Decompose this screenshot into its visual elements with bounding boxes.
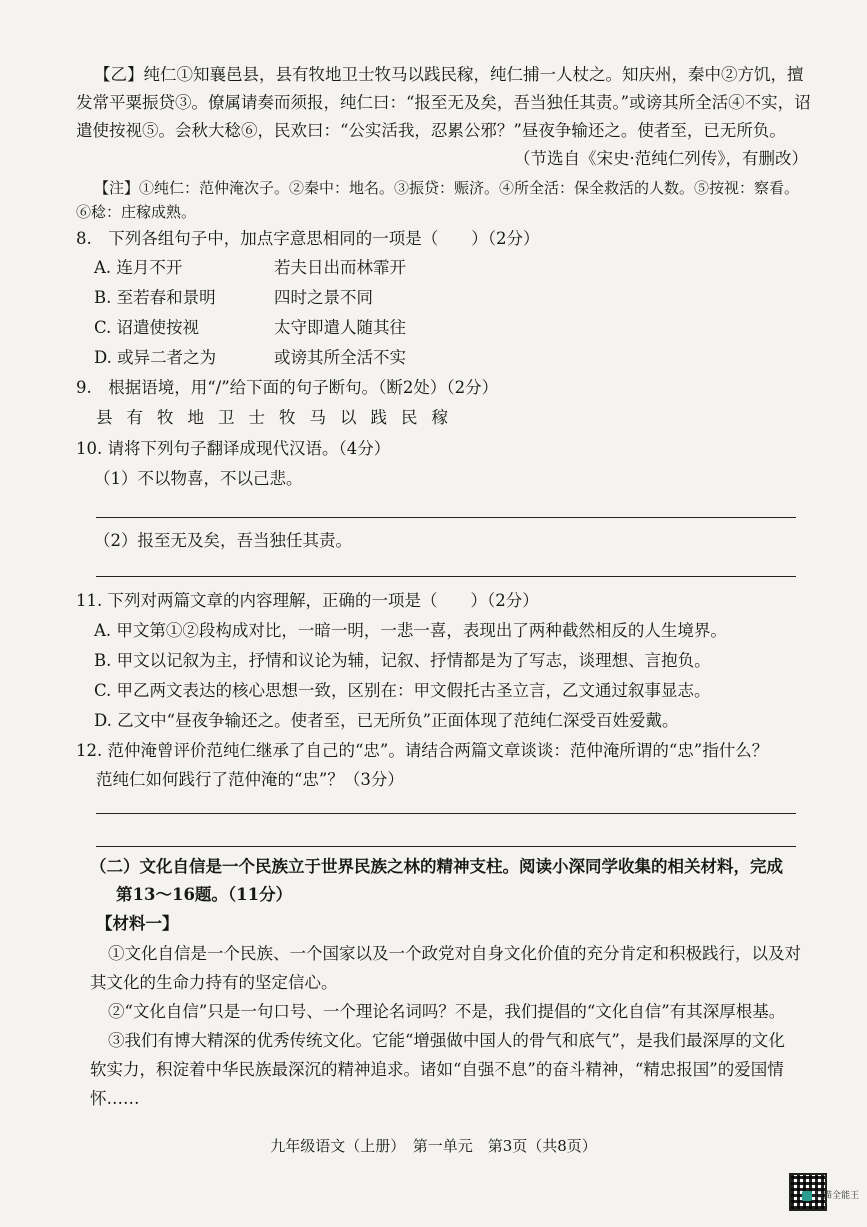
passage-b-source: （节选自《宋史·范纯仁列传》，有删改） (514, 149, 808, 168)
q12-stem-line-1: 12. 范仲淹曾评价范纯仁继承了自己的“忠”。请结合两篇文章谈谈：范仲淹所谓的“忠”指什么？ (76, 741, 769, 760)
q12-stem-line-2: 范纯仁如何践行了范仲淹的“忠”？（3分） (96, 770, 404, 789)
q11-option-d: D. 乙文中“昼夜争输还之。使者至，已无所负”正面体现了范纯仁深受百姓爱戴。 (94, 711, 679, 730)
q10-answer-line-2[interactable] (96, 576, 796, 577)
material-1-p2: ②“文化自信”只是一句口号、一个理论名词吗？不是，我们提倡的“文化自信”有其深厚根基。 (108, 1002, 786, 1021)
q8-option-d-left: D. 或异二者之为 (94, 348, 217, 367)
q11-option-a: A. 甲文第①②段构成对比，一暗一明，一悲一喜，表现出了两种截然相反的人生境界。 (94, 621, 727, 640)
material-1-p1-line-2: 其文化的生命力持有的坚定信心。 (90, 973, 338, 992)
q9-sentence: 县有牧地卫士牧马以践民稼 (96, 408, 462, 427)
q8-option-c-right: 太守即遣人随其往 (274, 318, 406, 337)
material-1-title: 【材料一】 (96, 914, 179, 933)
passage-b-note-1: 【注】①纯仁：范仲淹次子。②秦中：地名。③振贷：赈济。④所全活：保全救活的人数。⑤按视：察看。 (94, 179, 800, 197)
q8-option-d-right: 或谤其所全活不实 (274, 348, 406, 367)
passage-b-line-1: 【乙】纯仁①知襄邑县，县有牧地卫士牧马以践民稼，纯仁捕一人杖之。知庆州，秦中②方饥，擅 (94, 65, 804, 84)
q8-option-a-right: 若夫日出而林霏开 (274, 258, 406, 277)
q8-stem: 8. 下列各组句子中，加点字意思相同的一项是（ ）（2分） (76, 229, 540, 248)
q11-option-c: C. 甲乙两文表达的核心思想一致，区别在：甲文假托古圣立言，乙文通过叙事显志。 (94, 681, 711, 700)
section-2-heading-line-1: （二）文化自信是一个民族立于世界民族之林的精神支柱。阅读小深同学收集的相关材料，完成 (90, 857, 783, 876)
q10-item-1: （1）不以物喜，不以己悲。 (94, 469, 303, 488)
q8-option-c-left: C. 诏遣使按视 (94, 318, 200, 337)
scanner-label: 扫描全能王 (813, 1191, 859, 1201)
scanner-watermark (802, 1188, 859, 1201)
q10-answer-line-1[interactable] (96, 517, 796, 518)
scanner-app-icon (802, 1191, 812, 1201)
page-footer: 九年级语文（上册） 第一单元 第3页（共8页） (270, 1137, 597, 1155)
q11-option-b: B. 甲文以记叙为主，抒情和议论为辅，记叙、抒情都是为了写志，谈理想、言抱负。 (94, 651, 711, 670)
q8-option-b-left: B. 至若春和景明 (94, 288, 216, 307)
passage-b-note-2: ⑥稔：庄稼成熟。 (76, 203, 197, 221)
q12-answer-line-1[interactable] (96, 813, 796, 814)
section-2-heading-line-2: 第13～16题。（11分） (116, 885, 293, 904)
q8-option-b-right: 四时之景不同 (274, 288, 373, 307)
material-1-p3-line-3: 怀…… (90, 1089, 140, 1108)
passage-b-line-2: 发常平粟振贷③。僚属请奏而须报，纯仁曰：“报至无及矣，吾当独任其责。”或谤其所全活④不实，诏 (76, 93, 811, 112)
q11-stem: 11. 下列对两篇文章的内容理解，正确的一项是（ ）（2分） (76, 591, 539, 610)
passage-b-line-3: 遣使按视⑤。会秋大稔⑥，民欢曰：“公实活我，忍累公邪？”昼夜争输还之。使者至，已无所负。 (76, 121, 786, 140)
material-1-p3-line-1: ③我们有博大精深的优秀传统文化。它能“增强做中国人的骨气和底气”，是我们最深厚的文化 (108, 1031, 785, 1050)
material-1-p3-line-2: 软实力，积淀着中华民族最深沉的精神追求。诸如“自强不息”的奋斗精神，“精忠报国”的爱国情 (90, 1060, 784, 1079)
q10-item-2: （2）报至无及矣，吾当独任其责。 (94, 531, 352, 550)
q9-stem: 9. 根据语境，用“/”给下面的句子断句。（断2处）（2分） (76, 378, 499, 397)
q10-stem: 10. 请将下列句子翻译成现代汉语。（4分） (76, 439, 391, 458)
q12-answer-line-2[interactable] (96, 846, 796, 847)
material-1-p1-line-1: ①文化自信是一个民族、一个国家以及一个政党对自身文化价值的充分肯定和积极践行，以及对 (108, 944, 801, 963)
q8-option-a-left: A. 连月不开 (94, 258, 183, 277)
